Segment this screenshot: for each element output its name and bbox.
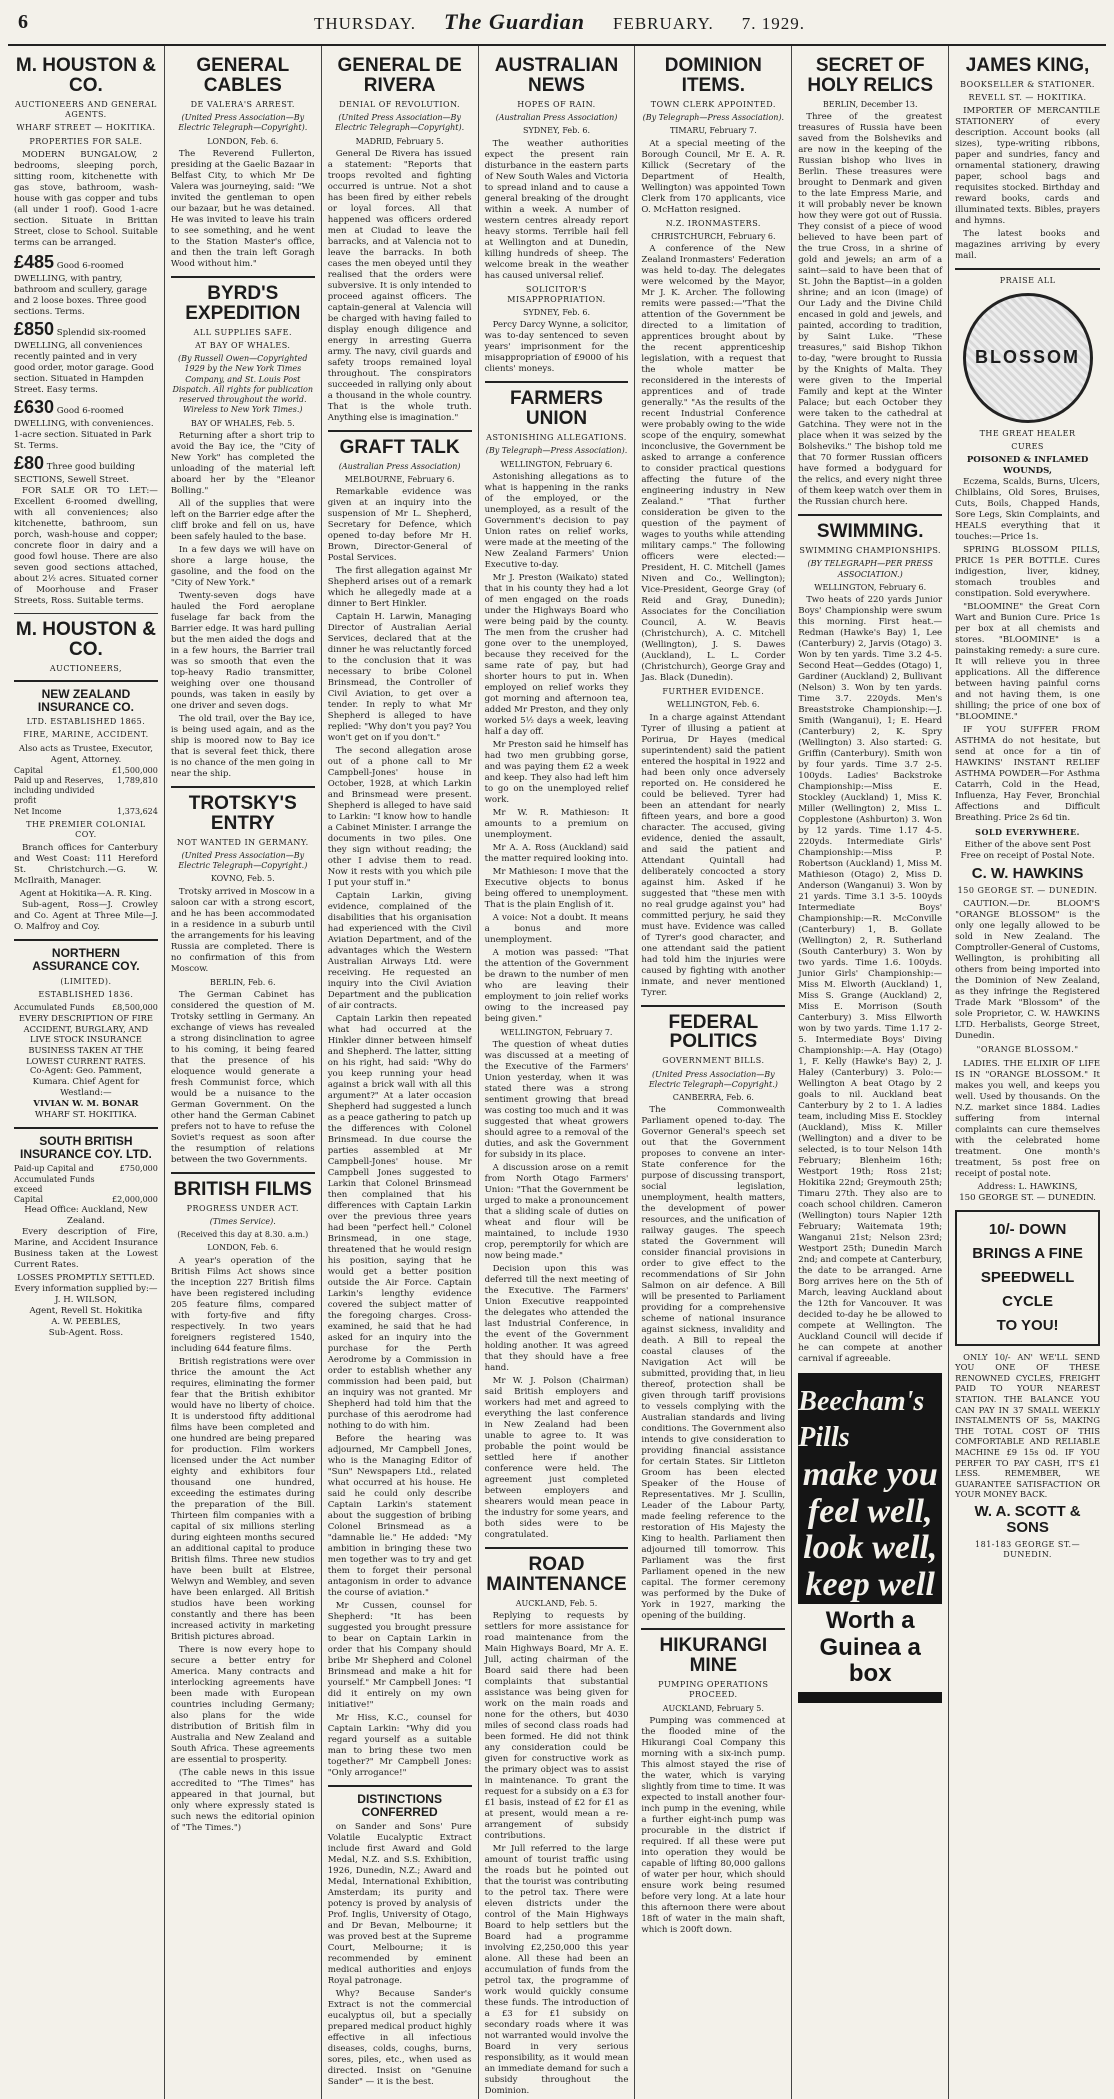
property-listing-630: [14, 396, 158, 452]
sb-agent: J. H. WILSON,: [55, 1295, 117, 1306]
sold-sub: Either of the above sent Post Free on receipt of Postal Note.: [960, 840, 1095, 862]
article-subheading: HOPES OF RAIN.: [517, 99, 596, 109]
article-body: In a charge against Attendant Tyrer of illusing a patient at Porirua, Dr Hayes (medical superintendent) said the patient entered the hospital in 1922 and had been only once adversely reported on. He considered he could be believed. Tyrer had been an attendant for nearly fifteen years, and bore a good character. The accused, giving evidence, denied the assault, and said the patient and Attendant Quintall had deliberately concocted a story against him. Asked if he suggested that "these men with no real grudge against you" had committed perjury, he said they must have. Evidence was called of Tyrer's good character, and one attendant said the patient had told him the injuries were caused by fighting with another inmate, and never mentioned Tyrer.: [641, 712, 786, 998]
article-dateline: BAY OF WHALES, Feb. 5.: [190, 418, 295, 428]
article-subheading: SOLICITOR'S MISAPPROPRIATION.: [507, 284, 606, 304]
article-body: All of the supplies that were left on the Barrier edge after the cliff broke and fell on us, have been safely hauled to the base.: [170, 498, 315, 542]
property-listing: MODERN BUNGALOW, 2 bedrooms, sleeping porch, sitting room, kitchenette with gas stove, bathroom, wash-house with gas copper and tubs (all under 1 roof). Good 1-acre section. Situate in Brittan Street, close to School. Suitable terms can be arranged.: [14, 149, 158, 248]
nz-insurance-line: FIRE, MARINE, ACCIDENT.: [23, 730, 149, 740]
article-subheading: TOWN CLERK APPOINTED.: [650, 99, 776, 109]
cycle-line: BRINGS A FINE: [972, 1244, 1083, 1262]
cycle-line: 10/- DOWN: [988, 1220, 1067, 1238]
article-heading: BYRD'S EXPEDITION: [185, 282, 301, 324]
article-body: Percy Darcy Wynne, a solicitor, was to-day sentenced to seven years' imprisonment for the misappropriation of £9000 of his clients' moneys.: [484, 320, 629, 375]
houston-subheading-2: AUCTIONEERS,: [49, 663, 122, 673]
article-subheading: FURTHER EVIDENCE.: [662, 687, 765, 697]
sb-desc: Every description of Fire, Marine, and Accident Insurance Business taken at the Lowest Current Rates.: [14, 1227, 158, 1271]
article-heading: GENERAL CABLES: [196, 55, 290, 96]
article-body: The Commonwealth Parliament opened to-day. The Governor General's speech set out that the Government proposes to convene an inter-State conference for the purpose of discussing transport, social legislation, unemployment, health matters, the development of power resources, and the unification of railway gauges. The speech stated the Government will consider financial provisions in order to give effect to the recommendations of Sir John Salmon on air defence. A Bill will be presented to Parliament providing for a comprehensive scheme of national insurance against sickness, invalidity and death. A Bill to repeal the coastal clauses of the Navigation Act will be submitted, providing that, in lieu thereof, protection shall be given through tariff provisions to vessels complying with the Australian standards and living conditions. The Government also intends to give consideration to providing financial assistance for certain States. Sir Littleton Groom has been elected Speaker of the House of Representatives. Mr J. Scullin, Leader of the Labour Party, made feeling reference to the restoration of His Majesty the King to health. Parliament then adjourned till tomorrow. This Parliament was the first Parliament opened in the new capital. The former ceremony was performed by the Duke of York in 1927, marking the opening of the building.: [641, 1105, 786, 1622]
northern-coagent: Co-Agent: Geo. Pamment, Kumara. Chief Agent for Westland:—: [29, 1066, 142, 1099]
article-body: The Reverend Fullerton, presiding at the Gaelic Bazaar in Belfast City, to which Mr De Valera was journeying, said: "We invited the gentleman to open our bazaar, but he was detained. He was invited to leave his train to see something, and he went to the Station Master's office, and then the train left Goragh Wood without him.": [170, 148, 315, 269]
address-line: 150 GEORGE ST. — DUNEDIN.: [959, 1192, 1096, 1203]
divider: [485, 1547, 629, 1549]
article-subheading: PROGRESS UNDER ACT.: [186, 1203, 299, 1213]
south-british-heading: SOUTH BRITISH INSURANCE COY. LTD.: [20, 1134, 152, 1161]
sb-subagent-address: Sub-Agent. Ross.: [48, 1328, 124, 1339]
divider: [14, 680, 158, 682]
divider: [171, 1172, 315, 1174]
article-dateline: MELBOURNE, February 6.: [344, 474, 455, 484]
article-dateline: LONDON, Feb. 6.: [207, 1243, 279, 1253]
row-label: Paid up and Reserves, including undivided profit: [14, 775, 104, 806]
property-listing-485: [14, 251, 158, 318]
article-credit: (By Telegraph—Press Association).: [485, 446, 628, 456]
hawkins-heading: C. W. HAWKINS: [971, 865, 1084, 883]
cycle-line: TO YOU!: [996, 1316, 1059, 1334]
nz-premier: THE PREMIER COLONIAL COY.: [26, 819, 146, 840]
king-heading: JAMES KING,: [965, 55, 1090, 76]
masthead-date: 7. 1929.: [741, 14, 806, 33]
editorial-note: (The cable news in this issue accredited to "The Times" has appeared in that journal, but only where expressly stated is such news the editorial opinion of "The Times."): [170, 1767, 315, 1833]
divider: [14, 939, 158, 941]
article-body: Mr Preston said he himself has had two men grubbing gorse, and was paying them £2 a week and keep. They also had left him to go on the unemployed relief work.: [484, 739, 629, 805]
article-credit: (By Russell Owen—Copyrighted 1929 by the New York Times Company, and St. Louis Post Dispatch. All rights for publication reserved throughout the world. Wireless to New York Times.): [172, 354, 314, 415]
sb-subagent: A. W. PEEBLES,: [51, 1317, 121, 1328]
divider: [328, 1785, 472, 1787]
article-body: Pumping was commenced at the flooded mine of the Hikurangi Coal Company this morning with a six-inch pump. This almost stayed the rise of the water, which is varying slightly from time to time. It was expected to install another four-inch pump in the evening, while a further eight-inch pump was procurable in the district if required. If all these were put into operation they would be capable of lifting 80,000 gallons of water per hour, which should ensure work being resumed before very long. At a late hour this afternoon there were about 18ft of water in the main shaft, which is 200ft down.: [641, 1715, 786, 1935]
property-desc: Good 6-roomed DWELLING, with pantry, bathroom and scullery, garage and 2 loose boxes. Three good sections. Terms.: [14, 260, 147, 317]
article-body: The German Cabinet has considered the question of M. Trotsky settling in Germany. An exchange of views has revealed a strong disinclination to agree to his coming, it being feared that the presence of his eloquence would generate a fresh Communist force, which would be a nuisance to the German Government. On the other hand the German Cabinet prefers not to have to refuse the Soviet's request as soon after the resumption of relations between the two Governments.: [170, 989, 315, 1165]
article-body: The weather authorities expect the present rain disturbance in the eastern parts of New South Wales and Victoria to spread inland and to cause a general breaking of the drought within a week. A number of western centres already report heavy storms. Terrible hail fell at Wellington and at Dunedin, killing hundreds of sheep. The welcome break in the weather has caused universal relief.: [484, 138, 629, 281]
article-body: Three of the greatest treasures of Russia have been saved from the Bolsheviks and are now in the keeping of the Russian bishop who lives in Berlin. These treasures were brought to Denmark and given to the late Empress Marie, and it will probably never be known how they were got out of Russia. They consist of a piece of wood believed to have been part of the true Cross, in a shrine of gold and jewels; an arm of a saint—said to have been that of St. John the Baptist—in a golden shrine; and an icon (image) of Our Lady and the Divine Child encased in gold and jewels, and painted, according to tradition, by Saint Luke. "These treasures," said Bishop Tikhon to-day, "were brought to Russia by the Knights of Malta. They were given to the Imperial Family and kept at the Winter Palace; but each October they were taken to the cathedral at Gatchina. They were not in the place when it was seized by the Bolsheviks." The bishop told me that 70 former Russian officers have formed a bodyguard for the relics, and every night three of them keep watch over them in the Russian church here.: [798, 112, 943, 508]
article-credit: (Australian Press Association): [495, 113, 618, 123]
divider: [14, 1127, 158, 1129]
article-dateline: SYDNEY, Feb. 6.: [522, 308, 591, 318]
article-dateline: AUCKLAND, Feb. 5.: [515, 1598, 598, 1608]
article-body: British registrations were over thrice the amount the Act requires, eliminating the former fear that the British exhibitor would have no liberty of choice. It is understood fifty additional films have been completed and one hundred are being prepared for production. Film workers licensed under the Act number eighty and exhibitors four thousand one hundred, exceeding the estimates during the preparation of the Bill. Thirteen film companies with a capital of six millions sterling during eighteen months secured an additional capital to produce British films. Three new studios have been built at Elstree, Welwyn and Wembley, and seven have been enlarged. All British studios have been working constantly and there has been increased activity in marketing British pictures abroad.: [170, 1356, 315, 1642]
property-price: £485: [14, 251, 55, 272]
masthead-day: THURSDAY.: [313, 14, 416, 33]
nz-insurance-heading: NEW ZEALAND INSURANCE CO.: [37, 687, 134, 714]
article-body: Mr W. J. Polson (Chairman) said British employers and workers had met and agreed to everything the last conference in New Zealand had been unable to agree to. It was probable the point would be settled here if another conference were held. The agreement just completed between employers and shearers would mean peace in the industry for some years, and both sides were to be congratulated.: [484, 1376, 629, 1541]
article-body: In a few days we will have on shore a large house, the gasoline, and the food on the "City of New York.": [170, 544, 315, 588]
article-body: A conference of the New Zealand Ironmasters' Federation was held to-day. The delegates were welcomed by the Mayor, Mr J. K. Archer. The following remits were passed:—"That the attention of the Government be directed to a limitation of apprentices brought about by the recent apprenticeship legislation, with a request that the whole matter be reconsidered in the interests of apprentices and of trade generally." "As the results of the recent Industrial Conference were probably owing to the wide scope of the enquiry, somewhat inconclusive, the Government be asked to arrange a conference to consider practical questions affecting the future of the engineering industry in New Zealand." "That further consideration be given to the question of the payment of wages to youths while attending military camps." The following officers were elected:—President, H. C. Mitchell (James Niven and Co., Wellington); Vice-President, George Gray (of Reid and Gray, Dunedin); Associates for the Conciliation Council, A. W. Beavis (Christchurch), A. C. Mitchell (Wellington), J. S. Dawes (Auckland), L. L. Corder (Christchurch), George Gray and Jas. Black (Dunedin).: [641, 244, 786, 684]
article-subheading: N.Z. IRONMASTERS.: [665, 218, 761, 228]
article-dateline: LONDON, Feb. 6.: [207, 136, 279, 146]
row-value: 1,789,810: [117, 775, 158, 785]
article-body: At a special meeting of the Borough Council, Mr E. A. R. Killick (Secretary of the Department of Health, Wellington) was appointed Town Clerk from 170 applicants, vice O. McHatton resigned.: [641, 138, 786, 215]
sb-paid-row: [14, 1164, 158, 1195]
article-credit: (Times Service).: [209, 1217, 276, 1227]
scott-address: 181-183 GEORGE ST.—DUNEDIN.: [975, 1539, 1081, 1559]
asthma-advert: IF YOU SUFFER FROM ASTHMA do not hesitate, but send at once for a tin of HAWKINS' INSTANT RELIEF ASTHMA POWDER—For Asthma Catarrh, Cold in the Head, Influenza, Hay Fever, Bronchial Affections and Difficult Breathing. Price 2s 6d tin.: [955, 725, 1100, 824]
speedwell-cycle-box: [955, 1210, 1100, 1346]
masthead-center: [314, 9, 805, 35]
article-body: Astonishing allegations as to what is happening in the ranks of the employed, or the unemployed, as a result of the Government's decision to pay Union rates on relief works, were made at the meeting of the New Zealand Farmers' Union Executive to-day.: [484, 471, 629, 570]
article-body: Captain Larkin, giving evidence, complained of the disabilities that his organisation had experienced with the Civil Aviation Department, and of the advantages which the Western Australian Airways Ltd. were receiving. He requested an inquiry into the Civil Aviation Department and the publication of air contracts.: [327, 891, 472, 1012]
masthead: [8, 0, 1106, 46]
row-value: £750,000: [119, 1164, 158, 1174]
article-subheading: PUMPING OPERATIONS PROCEED.: [658, 1680, 769, 1700]
article-body: General De Rivera has issued a statement: "Reports that troops revolted and fighting occurred is untrue. Not a shot has been fired by either rebels or loyal forces. All that happened was officers ordered men at Ciudad to leave the barracks, and at Valencia not to leave the barracks. In both cases the men obeyed until they realised that the orders were subversive. It is only intended to proceed against officers. The captain-general at Valencia will be charged with having failed to display enough diligence and energy in arresting Guerra army. The navy, civil guards and safety troops remained loyal throughout. The conspirators succeeded in rallying only about a thousand in the whole country. That is the whole truth. Anything else is imagination.": [327, 148, 472, 423]
article-body: Twenty-seven dogs have hauled the Ford aeroplane fuselage far back from the Barrier edge. It was hard pulling but the men aided the dogs and in a few hours, the Barrier trail was so smooth that even the top-heavy Radio transmitter, weighing over one thousand pounds, was taken in easily by one driver and seven dogs.: [170, 590, 315, 711]
property-price: £850: [14, 318, 55, 339]
article-credit: (Australian Press Association): [338, 461, 461, 471]
article-body: Mr A. A. Ross (Auckland) said the matter required looking into.: [484, 842, 629, 864]
nz-agent: Agent at Hokitika—A. R. King.: [19, 889, 152, 900]
king-sub: BOOKSELLER & STATIONER.: [960, 79, 1095, 89]
property-listing-850: [14, 318, 158, 396]
beechams-slogan: make you: [802, 1456, 938, 1494]
row-value: £2,000,000: [112, 1195, 158, 1205]
article-dateline: CANBERRA, Feb. 6.: [672, 1093, 754, 1103]
northern-sub: (LIMITED).: [60, 976, 112, 986]
king-body: IMPORTER OF MERCANTILE STATIONERY of every description. Account books (all sizes), type-writing ribbons, paper and sundries, fancy and ornamental stationery, drawing paper, school bags and requisites stocked. Birthday and reward books, cards and illuminated texts. Bibles, prayers and hymns.: [955, 106, 1100, 227]
article-dateline: WELLINGTON, February 7.: [500, 1027, 613, 1037]
article-heading: FARMERS UNION: [510, 388, 603, 430]
article-dateline: WELLINGTON, Feb. 6.: [667, 700, 760, 710]
row-value: £8,500,000: [112, 1003, 158, 1012]
article-dateline: BERLIN, December 13.: [822, 99, 918, 109]
row-label: Net Income: [14, 806, 62, 816]
paper-title: The Guardian: [444, 9, 585, 34]
houston-heading: M. HOUSTON & CO.: [15, 55, 156, 96]
article-heading: HIKURANGI MINE: [659, 1635, 768, 1677]
article-heading: SECRET OF HOLY RELICS: [807, 55, 934, 96]
article-dateline: TIMARU, February 7.: [669, 126, 757, 136]
article-credit: (By Telegraph—Press Association).: [642, 113, 785, 123]
nz-capital-row: [14, 766, 158, 776]
article-dateline: SYDNEY, Feb. 6.: [522, 126, 591, 136]
article-body: The question of wheat duties was discussed at a meeting of the Executive of the Farmers' Union yesterday, when it was stated there was a strong sentiment growing that bread was costing too much and it was suggested that wheat growers should agree to a removal of the duties, and ask the Government for subsidy in its place.: [484, 1040, 629, 1161]
hawkins-address: 150 GEORGE ST. — DUNEDIN.: [957, 886, 1098, 896]
property-desc: Good 6-roomed DWELLING, with conveniences. 1-acre section. Situated in Park St. Terms.: [14, 405, 154, 451]
sold-everywhere: SOLD EVERYWHERE.: [975, 827, 1080, 838]
northern-heading: NORTHERN ASSURANCE COY.: [32, 946, 140, 973]
article-subheading: NOT WANTED IN GERMANY.: [176, 837, 309, 847]
article-body: Replying to requests by settlers for more assistance for road maintenance from the Main Highways Board, Mr A. E. Jull, acting chairman of the Board said there had been complaints that substantial assistance was being given for work on the main roads and none for the others, but 4030 miles of second class roads had been formed. He did not think any consideration could be given for constructive work as the primary object was to assist in maintenance. To grant the request for a subsidy on a £3 for £1 basis, instead of £2 for £1 as at present, would mean a re-arrangement of subsidy contributions.: [484, 1611, 629, 1842]
article-subheading: ALL SUPPLIES SAFE.: [193, 327, 292, 337]
divider: [485, 381, 629, 383]
houston-heading-2: M. HOUSTON & CO.: [15, 618, 156, 660]
article-heading: TROTSKY'S ENTRY: [188, 792, 297, 834]
divider: [641, 1005, 785, 1007]
row-value: 1,373,624: [117, 806, 158, 816]
article-credit: (United Press Association—By Electric Telegraph—Copyright).: [178, 113, 308, 133]
article-body: There is now every hope to secure a better entry for America. Many contracts and interlocking agreements have been made with European countries including Germany; also plans for the wide distribution of British film in Australia and New Zealand and South Africa. These agreements are essential to prosperity.: [170, 1644, 315, 1765]
property-listing: FOR SALE OR TO LET:—Excellent 6-roomed dwelling, with all conveniences; also kitchenette, bathroom, sun porch, wash-house and copper; concrete floor in dairy and a good fowl house. There are also seven good sections attached, about 2½ acres. Situated corner of Moorhouse and Fraser Streets, Ross. Suitable terms.: [14, 485, 158, 606]
article-body: Before the hearing was adjourned, Mr Campbell Jones, who is the Managing Editor of "Sun" Newspapers Ltd., related what occurred at his house. He said he could only describe Captain Larkin's statement about the suggestion of bribing Colonel Brinsmead as a "damnable lie." He added: "My ambition in bringing these two men together was to try and get them to forget their personal antagonism in order to advance the course of aviation.": [327, 1434, 472, 1599]
property-desc: Three good building SECTIONS, Sewell Street.: [14, 461, 135, 485]
article-body: Mr W. R. Mathieson: It amounts to a premium on unemployment.: [484, 807, 629, 840]
row-label: Accumulated Funds: [14, 1003, 95, 1012]
article-dateline: KOVNO, Feb. 5.: [210, 874, 275, 884]
article-body: Mr Jull referred to the large amount of tourist traffic using the roads but he pointed out that the tourist was contributing to the petrol tax. There were eleven districts under the control of the Main Highways Board to help settlers but the Board had a programme involving £2,250,000 this year alone. All these had been an accumulation of funds from the petrol tax, the programme of work would quickly consume these funds. The introduction of a £3 for £1 subsidy on secondary roads where it was not warranted would involve the Board in very serious responsibility, as it would mean an immediate demand for such a subsidy throughout the Dominion.: [484, 1844, 629, 2097]
article-body: Two heats of 220 yards Junior Boys' Championship were swum this morning. First heat.—Redman (Hawke's Bay) 1, Lee (Canterbury) 2, Jarvis (Otago) 3. Won by ten yards. Time 3.2 4-5. Second Heat—Geddes (Otago) 1, Gardiner (Auckland) 2, Bullivant (Nelson) 3. Won by ten yards. Time 3.7. 220yds. Men's Breaststroke Championship:—J. Smith (Wanganui), 1; E. Heard (Canterbury) 2, K. Spry (Wellington) 3. Also started: G. Griffin (Canterbury). Smith won by four yards. Time 3.7 2-5. 100yds. Ladies' Backstroke Championship:—Miss E. Stockley (Auckland) 1, Miss K. Miller (Wellington) 2, Miss L. Copplestone (Ashburton) 3. Won by 12 yards. Time 1.17 4-5. 220yds. Intermediate Girls' Championship:—Miss P. Robertson (Auckland) 1, Miss M. Mathieson (Otago) 2, Miss D. Anderson (Wanganui) 3. Won by 21 yards. Time 3.1 3-5. 100yds Intermediate Boys' Championship:—R. McConville (Canterbury) 1, B. Gollate (Wellington) 2, R. Sutherland (South Canterbury) 3. Won by two yards. Time 1.6. 100yds. Junior Girls' Championship:—Miss M. Elworth (Auckland) 1, Miss S. Grange (Auckland) 2, Miss E. Morrison (South Canterbury) 3. Miss Ellworth won by two yards. Time 1.17 2-5. Intermediate Boys' Diving Championship:—A. Hay (Otago) 1, F. Kelly (Hawke's Bay) 2, J. Haley (Canterbury) 3. Polo:—Wellington A beat Otago by 2 goals to nil. Auckland beat Canterbury by 2 to 1. A ladies team, including Miss E. Stockley (Auckland), Miss K. Miller (Wellington) and a diver to be selected, is to tour Nelson 14th February; Blenheim 16th; Westport 19th; Ross 21st; Hokitika 22nd; Greymouth 25th; Timaru 27th. They also are to coach school children. Cameron (Wellington) tours Napier 12th February; Waitemata 19th; Wanganui 21st; Nelson 23rd; Westport 25th; Dunedin March 2nd; and compete at Canterbury, the date to be arranged. Arne Borg arrives here on the 5th of March, leaving Auckland about the 12th for Vancouver. It was decided to-day he be allowed to compete at Wellington. The Auckland Council will decide if he can compete at another carnival if agreeable.: [798, 594, 943, 1364]
article-subheading: DE VALERA'S ARREST.: [190, 99, 295, 109]
article-heading: DOMINION ITEMS.: [664, 55, 762, 96]
caution-notice: CAUTION.—Dr. BLOOM'S "ORANGE BLOSSOM" is the only one legally allowed to be sold in New Zealand. The Comptroller-General of Customs, Wellington, is prohibiting all others from being imported into the Dominion of New Zealand, as they infringe the Registered Trade Mark "Blossom" of the sole Proprietor, C. W. HAWKINS LTD. Herbalists, George Street, Dunedin.: [955, 899, 1100, 1042]
sb-office: Head Office: Auckland, New Zealand.: [24, 1205, 148, 1227]
article-dateline: BERLIN, Feb. 6.: [210, 977, 276, 987]
northern-agent-address: WHARF ST. HOKITIKA.: [34, 1110, 137, 1121]
row-label: Capital: [14, 765, 44, 775]
article-dateline: WELLINGTON, February 6.: [500, 459, 613, 469]
bloomine-advert: "BLOOMINE" the Great Corn Wart and Bunion Cure. Price 1s per box at all chemists and stores. "BLOOMINE" is a painstaking remedy: a sure cure. It will relieve you in three applications. All the difference between having painful corns and not having them, is one shilling; the price of one box of "BLOOMINE.": [955, 602, 1100, 723]
houston-subheading: AUCTIONEERS AND GENERAL AGENTS.: [15, 99, 157, 120]
article-subheading: DENIAL OF REVOLUTION.: [339, 99, 461, 109]
sb-capital-row: [14, 1195, 158, 1205]
article-subheading: AT BAY OF WHALES.: [195, 340, 291, 350]
beechams-price: Worth a Guinea a box: [798, 1604, 942, 1691]
article-body: Trotsky arrived in Moscow in a saloon car with a strong escort, and he has been accommodated in a residence in a suburb until the arrangements for his leaving Russia are completed. There is no confirmation of this from Moscow.: [170, 886, 315, 974]
column-1-advertisements: [8, 46, 165, 2099]
article-body: Mr Cussen, counsel for Shepherd: "It has been suggested you brought pressure to bear on Captain Larkin in order that his Company should bribe Mr Shepherd and Colonel Brinsmead and make a hit for yourself." Mr Campbell Jones: "I did it entirely on my own initiative!": [327, 1601, 472, 1711]
advert-body: on Sander and Sons' Pure Volatile Eucalyptic Extract include first Award and Gold Medal, N.Z. and S.S. Exhibition, 1926, Dunedin, N.Z.; Award and Medal, International Exhibition, Amsterdam; its purity and potency is proved by analysis of Prof. Inglis, University of Otago, and Dr Bevan, Melbourne; it was proved best at the Supreme Court, Melbourne; it is recommended by eminent medical authorities and enjoys Royal patronage.: [327, 1822, 472, 1987]
divider: [328, 430, 472, 432]
king-body: The latest books and magazines arriving by every mail.: [955, 229, 1100, 262]
sb-agent-address: Agent, Revell St. Hokitika: [29, 1306, 143, 1317]
row-label: Capital: [14, 1195, 44, 1205]
page-number: 6: [18, 10, 28, 33]
article-heading: GENERAL DE RIVERA: [337, 55, 462, 96]
king-address: REVELL ST. — HOKITIKA.: [968, 93, 1087, 103]
sb-losses: LOSSES PROMPTLY SETTLED.: [17, 1273, 155, 1284]
article-heading: GRAFT TALK: [339, 436, 460, 458]
northern-desc: EVERY DESCRIPTION OF FIRE ACCIDENT, BURGLARY, AND LIVE STOCK INSURANCE BUSINESS TAKEN AT THE LOWEST CURRENT RATES.: [18, 1013, 153, 1066]
northern-agent: VIVIAN W. M. BONAR: [33, 1099, 139, 1110]
article-body: Mr J. Preston (Waikato) stated that in his county they had a lot of men engaged on the roads under the Highways Board who were being paid by the county. The men from the crusher had gone over to the unemployed, because they received for the same rate of pay, but had shorter hours to put in. When employed on relief works they got morning and afternoon tea, added Mr Preston, and they only worked 5½ days a week, leaving half a day off.: [484, 572, 629, 737]
article-heading: SWIMMING.: [816, 521, 924, 543]
advert-heading: DISTINCTIONS CONFERRED: [357, 1792, 442, 1819]
article-body: Mr Mathieson: I move that the Executive objects to bonus being offered to unemployment. That is the plain English of it.: [484, 866, 629, 910]
article-credit: (BY TELEGRAPH—PER PRESS ASSOCIATION.): [807, 559, 933, 579]
article-heading: ROAD MAINTENANCE: [486, 1554, 627, 1596]
row-label: Paid-up Capital and Accumulated Funds exceed: [14, 1164, 95, 1194]
property-price: £80: [14, 452, 45, 473]
article-body: A voice: Not a doubt. It means a bonus and more unemployment.: [484, 912, 629, 945]
article-body: Decision upon this was deferred till the next meeting of the Executive. The Farmers' Union Executive reappointed the delegates who attended the last Industrial Conference, in the event of the Government holding another. It was agreed that they should have a free hand.: [484, 1264, 629, 1374]
cures-body: Eczema, Scalds, Burns, Ulcers, Chilblains, Old Sores, Bruises, Cuts, Boils, Chapped Hands, Sore Legs, Skin Complaints, and HEALS everything that it touches:—Price 1s.: [955, 477, 1100, 543]
column-3-rivera-graft: [322, 46, 479, 2099]
article-credit: (United Press Association—By Electric Telegraph—Copyright.): [648, 1069, 778, 1089]
nz-paid-row: [14, 776, 158, 807]
nz-branch: Branch offices for Canterbury and West Coast: 111 Hereford St. Christchurch.—G. W. McIlraith, Manager.: [14, 843, 158, 887]
nz-insurance-line: Also acts as Trustee, Executor, Agent, Attorney.: [18, 743, 153, 765]
article-body: A year's operation of the British Films Act shows since the inception 227 British films have been registered including 205 feature films, compared with forty-five and fifty respectively. In two years foreigners registered 1540, including 644 feature films.: [170, 1255, 315, 1354]
property-price: £630: [14, 396, 55, 417]
seal-bottom-text: THE GREAT HEALER: [979, 428, 1076, 438]
divider: [171, 786, 315, 788]
beechams-brand: Beecham's Pills: [798, 1386, 925, 1454]
divider: [641, 1628, 785, 1630]
seal-text: BLOSSOM: [975, 347, 1081, 368]
ladies-advert: LADIES. THE ELIXIR OF LIFE IS IN "ORANGE BLOSSOM." It makes you well, and keeps you well. Used by thousands. On the N.Z. market since 1884. Ladies suffering from internal complaints can cure themselves with the celebrated home treatment. One month's treatment, 5s post free on receipt of postal note.: [955, 1058, 1100, 1179]
article-heading: FEDERAL POLITICS: [668, 1011, 759, 1053]
article-subheading: ASTONISHING ALLEGATIONS.: [486, 433, 627, 443]
article-dateline: WELLINGTON, February 6.: [814, 582, 927, 592]
article-credit: (United Press Association—By Electric Telegraph—Copyright.): [178, 850, 308, 871]
nz-insurance-sub: LTD. ESTABLISHED 1865.: [26, 717, 146, 727]
properties-heading: PROPERTIES FOR SALE.: [29, 136, 143, 146]
cycle-line: SPEEDWELL CYCLE: [980, 1268, 1075, 1310]
nz-income-row: [14, 807, 158, 817]
article-credit: (United Press Association—By Electric Telegraph—Copyright).: [335, 113, 465, 133]
row-value: £1,500,000: [112, 765, 158, 775]
beechams-slogan: feel well,: [807, 1492, 933, 1530]
divider: [171, 276, 315, 278]
blossom-seal-logo: [963, 293, 1093, 423]
cures-heading: POISONED & INFLAMED WOUNDS,: [966, 455, 1089, 477]
article-body: The second allegation arose out of a phone call to Mr Campbell-Jones' house in October, 1928, at which Larkin and Brinsmead were present. Shepherd is alleged to have said to Larkin: "I know how to handle a Cabinet Minister. I arrange the documents in two piles. One they sign without reading; the other I advise them to read. Now it rests with you which pile I put your stuff in.": [327, 746, 472, 889]
column-7-advertisements: [949, 46, 1106, 2099]
article-heading: BRITISH FILMS: [173, 1178, 312, 1200]
northern-est: ESTABLISHED 1836.: [38, 989, 134, 999]
article-subheading: GOVERNMENT BILLS.: [662, 1056, 765, 1066]
seal-top-text: PRAISE ALL: [999, 276, 1056, 286]
scott-heading: W. A. SCOTT & SONS: [974, 1503, 1081, 1536]
article-body: A motion was passed: "That the attention of the Government be drawn to the number of men who are leaving their employment to join relief works owing to the increased pay being given.": [484, 947, 629, 1024]
columns: [8, 46, 1106, 2097]
divider: [955, 268, 1100, 270]
article-body: The old trail, over the Bay ice, is being used again, and as the ship is moored now to Bay ice that is several feet thick, there is no chance of the men going in near the ship.: [170, 713, 315, 779]
pills-advert: SPRING BLOSSOM PILLS, PRICE 1s PER BOTTLE. Cures indigestion, liver, kidney, stomach troubles and constipation. Sold everywhere.: [955, 545, 1100, 600]
property-desc: Splendid six-roomed DWELLING, all conveniences recently painted and in very good order, motor garage. Good section. Situated in Hampden Street. Easy terms.: [14, 327, 154, 395]
beechams-advert: [798, 1373, 942, 1703]
column-6-relics-swimming: [792, 46, 949, 2099]
article-heading: AUSTRALIAN NEWS: [494, 55, 619, 96]
advert-body: Why? Because Sander's Extract is not the commercial eucalyptus oil, but a specially prepared medical product highly effective in all infectious diseases, colds, coughs, burns, sores, piles, etc., when used as directed. Insist on "Genuine Sander" — it is the best.: [327, 1989, 472, 2088]
column-4-australian-farmers: [479, 46, 636, 2099]
property-listing-80: [14, 452, 158, 486]
article-subheading: SWIMMING CHAMPIONSHIPS.: [799, 546, 942, 556]
article-dateline: MADRID, February 5.: [355, 136, 444, 146]
nz-subagent: Sub-agent, Ross—J. Crowley and Co. Agent at Three Mile—J. O. Malfroy and Coy.: [14, 900, 158, 933]
orange-blossom-heading: "ORANGE BLOSSOM.": [976, 1045, 1079, 1055]
houston-address: WHARF STREET — HOKITIKA.: [16, 123, 156, 133]
beechams-slogan: look well,: [803, 1529, 938, 1567]
sb-info: Every information supplied by:—: [14, 1284, 158, 1295]
article-body: Mr Hiss, K.C., counsel for Captain Larkin: "Why did you regard yourself as a suitable man to bring these two men together?" Mr Campbell Jones: "Only arrogance!": [327, 1713, 472, 1779]
cycle-body: ONLY 10/- AN' WE'LL SEND YOU ONE OF THESE RENOWNED CYCLES, FREIGHT PAID TO YOUR NEAREST STATION. THE BALANCE YOU CAN PAY IN 37 SMALL WEEKLY INSTALMENTS OF 5s, MAKING THE TOTAL COST OF THIS COMFORTABLE AND RELIABLE MACHINE £9 15s 0d. IF YOU PERFER TO PAY CASH, IT'S £1 LESS. REMEMBER, WE GUARANTEE SATISFACTION OR YOUR MONEY BACK.: [955, 1351, 1100, 1500]
address-label: Address: L. HAWKINS,: [977, 1181, 1078, 1192]
article-dateline: AUCKLAND, February 5.: [662, 1703, 764, 1713]
article-body: Returning after a short trip to avoid the Bay ice, the "City of New York" has completed the unloading of the material left aboard her by the "Eleanor Bolling.": [170, 430, 315, 496]
column-2-cables: [165, 46, 322, 2099]
article-received: (Received this day at 8.30. a.m.): [177, 1230, 309, 1240]
masthead-spacer: [1091, 11, 1096, 34]
column-5-dominion-federal: [635, 46, 792, 2099]
article-dateline: CHRISTCHURCH, February 6.: [651, 231, 776, 241]
northern-funds-row: [14, 1003, 158, 1013]
divider: [798, 514, 942, 516]
beechams-slogan: keep well: [805, 1565, 935, 1603]
article-body: Remarkable evidence was given at an inquiry into the suspension of Mr L. Shepherd, Secretary for Defence, which opened to-day before Mr H. Brown, Director-General of Postal Services.: [327, 487, 472, 564]
masthead-month: FEBRUARY.: [612, 14, 714, 33]
cures-label: CURES: [1011, 441, 1044, 451]
article-body: A discussion arose on a remit from North Otago Farmers' Union: "That the Government be urged to make a pronouncement that a sliding scale of duties on wheat and flour will be maintained, to include 1930 crop, peremptorily for which are now being made.": [484, 1163, 629, 1262]
article-body: Captain H. Larwin, Managing Director of Australian Aerial Services, declared that at the dinner he was reluctantly forced to the conclusion that it was necessary to bribe Colonel Brinsmead, the Controller of Civil Aviation, to get over a tender. In reply to what Mr Shepherd is alleged to have replied: "Why don't you pay? You won't get on if you don't.": [327, 612, 472, 744]
article-body: Captain Larkin then repeated what had occurred at the Hinkler dinner between himself and Shepherd. The latter, sitting on his right, had said: "Why do you keep running your head against a brick wall with all this argument?" At a later occasion Shepherd had suggested a lunch as a peace gathering to patch up the differences with Colonel Brinsmead. In due course the parties assembled at Mr Campbell-Jones' house. Mr Campbell Jones suggested to Larkin that Colonel Brinsmead then complained that his differences with Captain Larkin over the previous three years had been "perfect hell." Colonel Brinsmead, in one stage, threatened that he would resign his position, saying that he would get a better position outside the Air Force. Captain Larkin's lengthy evidence covered the subject matter of the foregoing charges. Cross-examined, he said that he had asked for an inquiry into the purchase for the Perth Aerodrome by a Commission in order to establish whether any commission had been paid, but an inquiry was not granted. Mr Shepherd had told him that the purchase of this aerodrome had nothing to do with him.: [327, 1014, 472, 1432]
divider: [14, 613, 158, 614]
article-body: The first allegation against Mr Shepherd arises out of a remark which he allegedly made at a dinner to Bert Hinkler.: [327, 566, 472, 610]
